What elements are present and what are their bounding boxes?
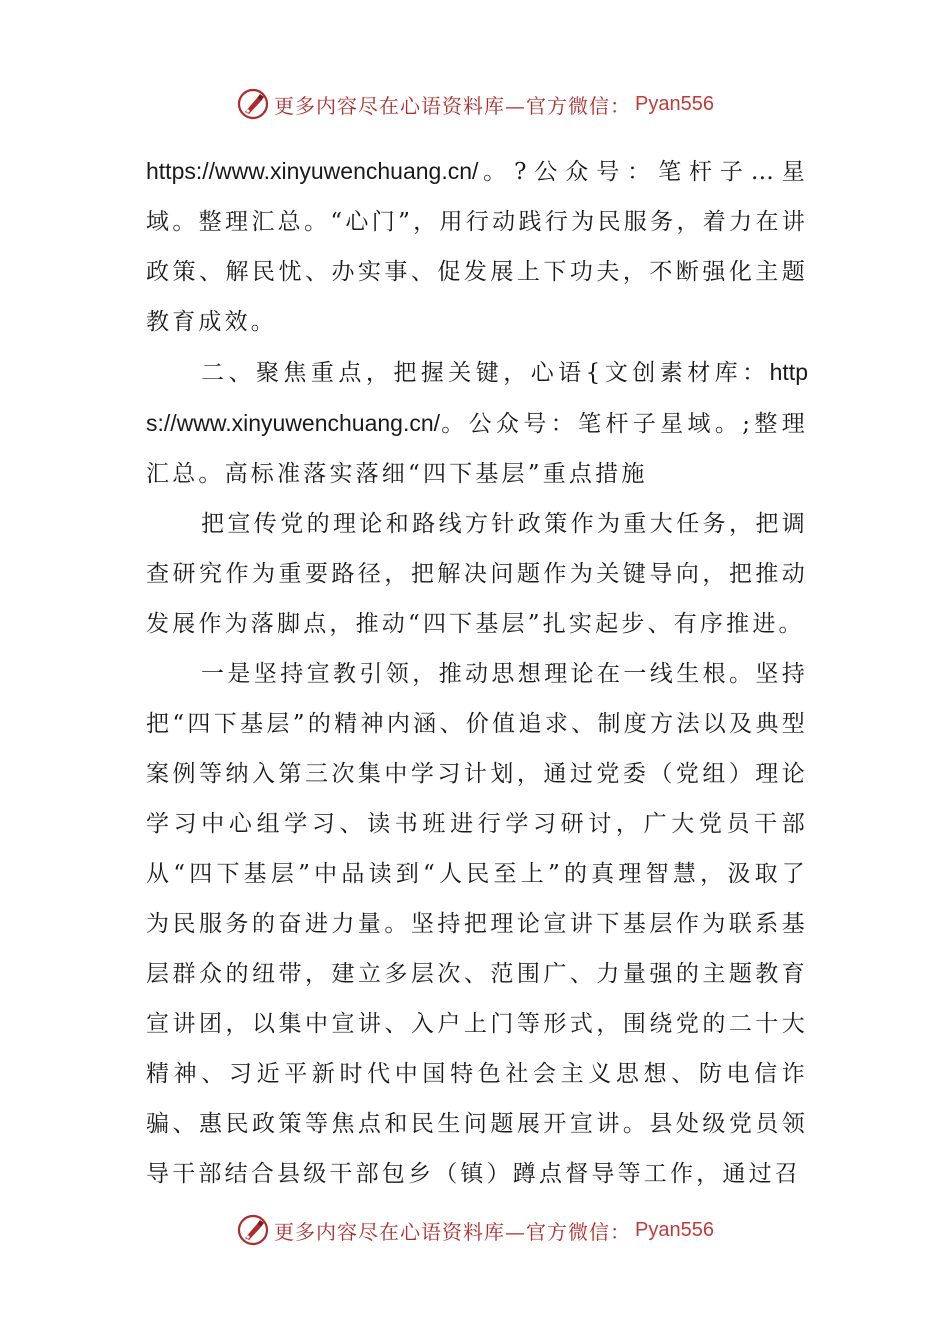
website-link[interactable]: https://www.xinyuwenchuang.cn/ — [146, 158, 479, 184]
footer-banner — [0, 1210, 950, 1250]
pen-nib-logo-icon — [236, 1213, 270, 1247]
paragraph-1-text: 。?公众号：笔杆子…星域。整理汇总。“心门”，用行动践行为民服务，着力在讲政策、解民忧、办实事、促发展上下功夫，不断强化主题教育成效。 — [146, 159, 808, 335]
header-banner — [0, 84, 950, 124]
website-link[interactable]: https://www.xinyuwenchuang.cn/ — [146, 359, 808, 436]
paragraph-1 — [146, 146, 808, 347]
banner-text: 更多内容尽在心语资料库—官方微信： — [274, 1219, 632, 1244]
document-body — [146, 146, 808, 1199]
section-heading-tail: 。公众号：笔杆子星域。;整理汇总。高标准落实落细“四下基层”重点措施 — [146, 411, 808, 487]
wechat-id: Pyan556 — [635, 92, 714, 115]
paragraph-3: 把宣传党的理论和路线方针政策作为重大任务，把调查研究作为重要路径，把解决问题作为关键导向，把推动发展作为落脚点，推动“四下基层”扎实起步、有序推进。 — [146, 511, 808, 637]
banner-text: 更多内容尽在心语资料库—官方微信： — [274, 93, 632, 118]
section-heading-lead: 二、聚焦重点，把握关键，心语{文创素材库： — [201, 360, 770, 386]
section-heading-2 — [146, 347, 808, 499]
pen-nib-logo-icon — [236, 87, 270, 121]
wechat-id: Pyan556 — [635, 1218, 714, 1241]
paragraph-4: 一是坚持宣教引领，推动思想理论在一线生根。坚持把“四下基层”的精神内涵、价值追求、制度方法以及典型案例等纳入第三次集中学习计划，通过党委（党组）理论学习中心组学习、读书班进行学习研讨，广大党员干部从“四下基层”中品读到“人民至上”的真理智慧，汲取了为民服务的奋进力量。坚持把理论宣讲下基层作为联系基层群众的纽带，建立多层次、范围广、力量强的主题教育宣讲团，以集中宣讲、入户上门等形式，围绕党的二十大精神、习近平新时代中国特色社会主义思想、防电信诈骗、惠民政策等焦点和民生问题展开宣讲。县处级党员领导干部结合县级干部包乡（镇）蹲点督导等工作，通过召 — [146, 661, 808, 1187]
